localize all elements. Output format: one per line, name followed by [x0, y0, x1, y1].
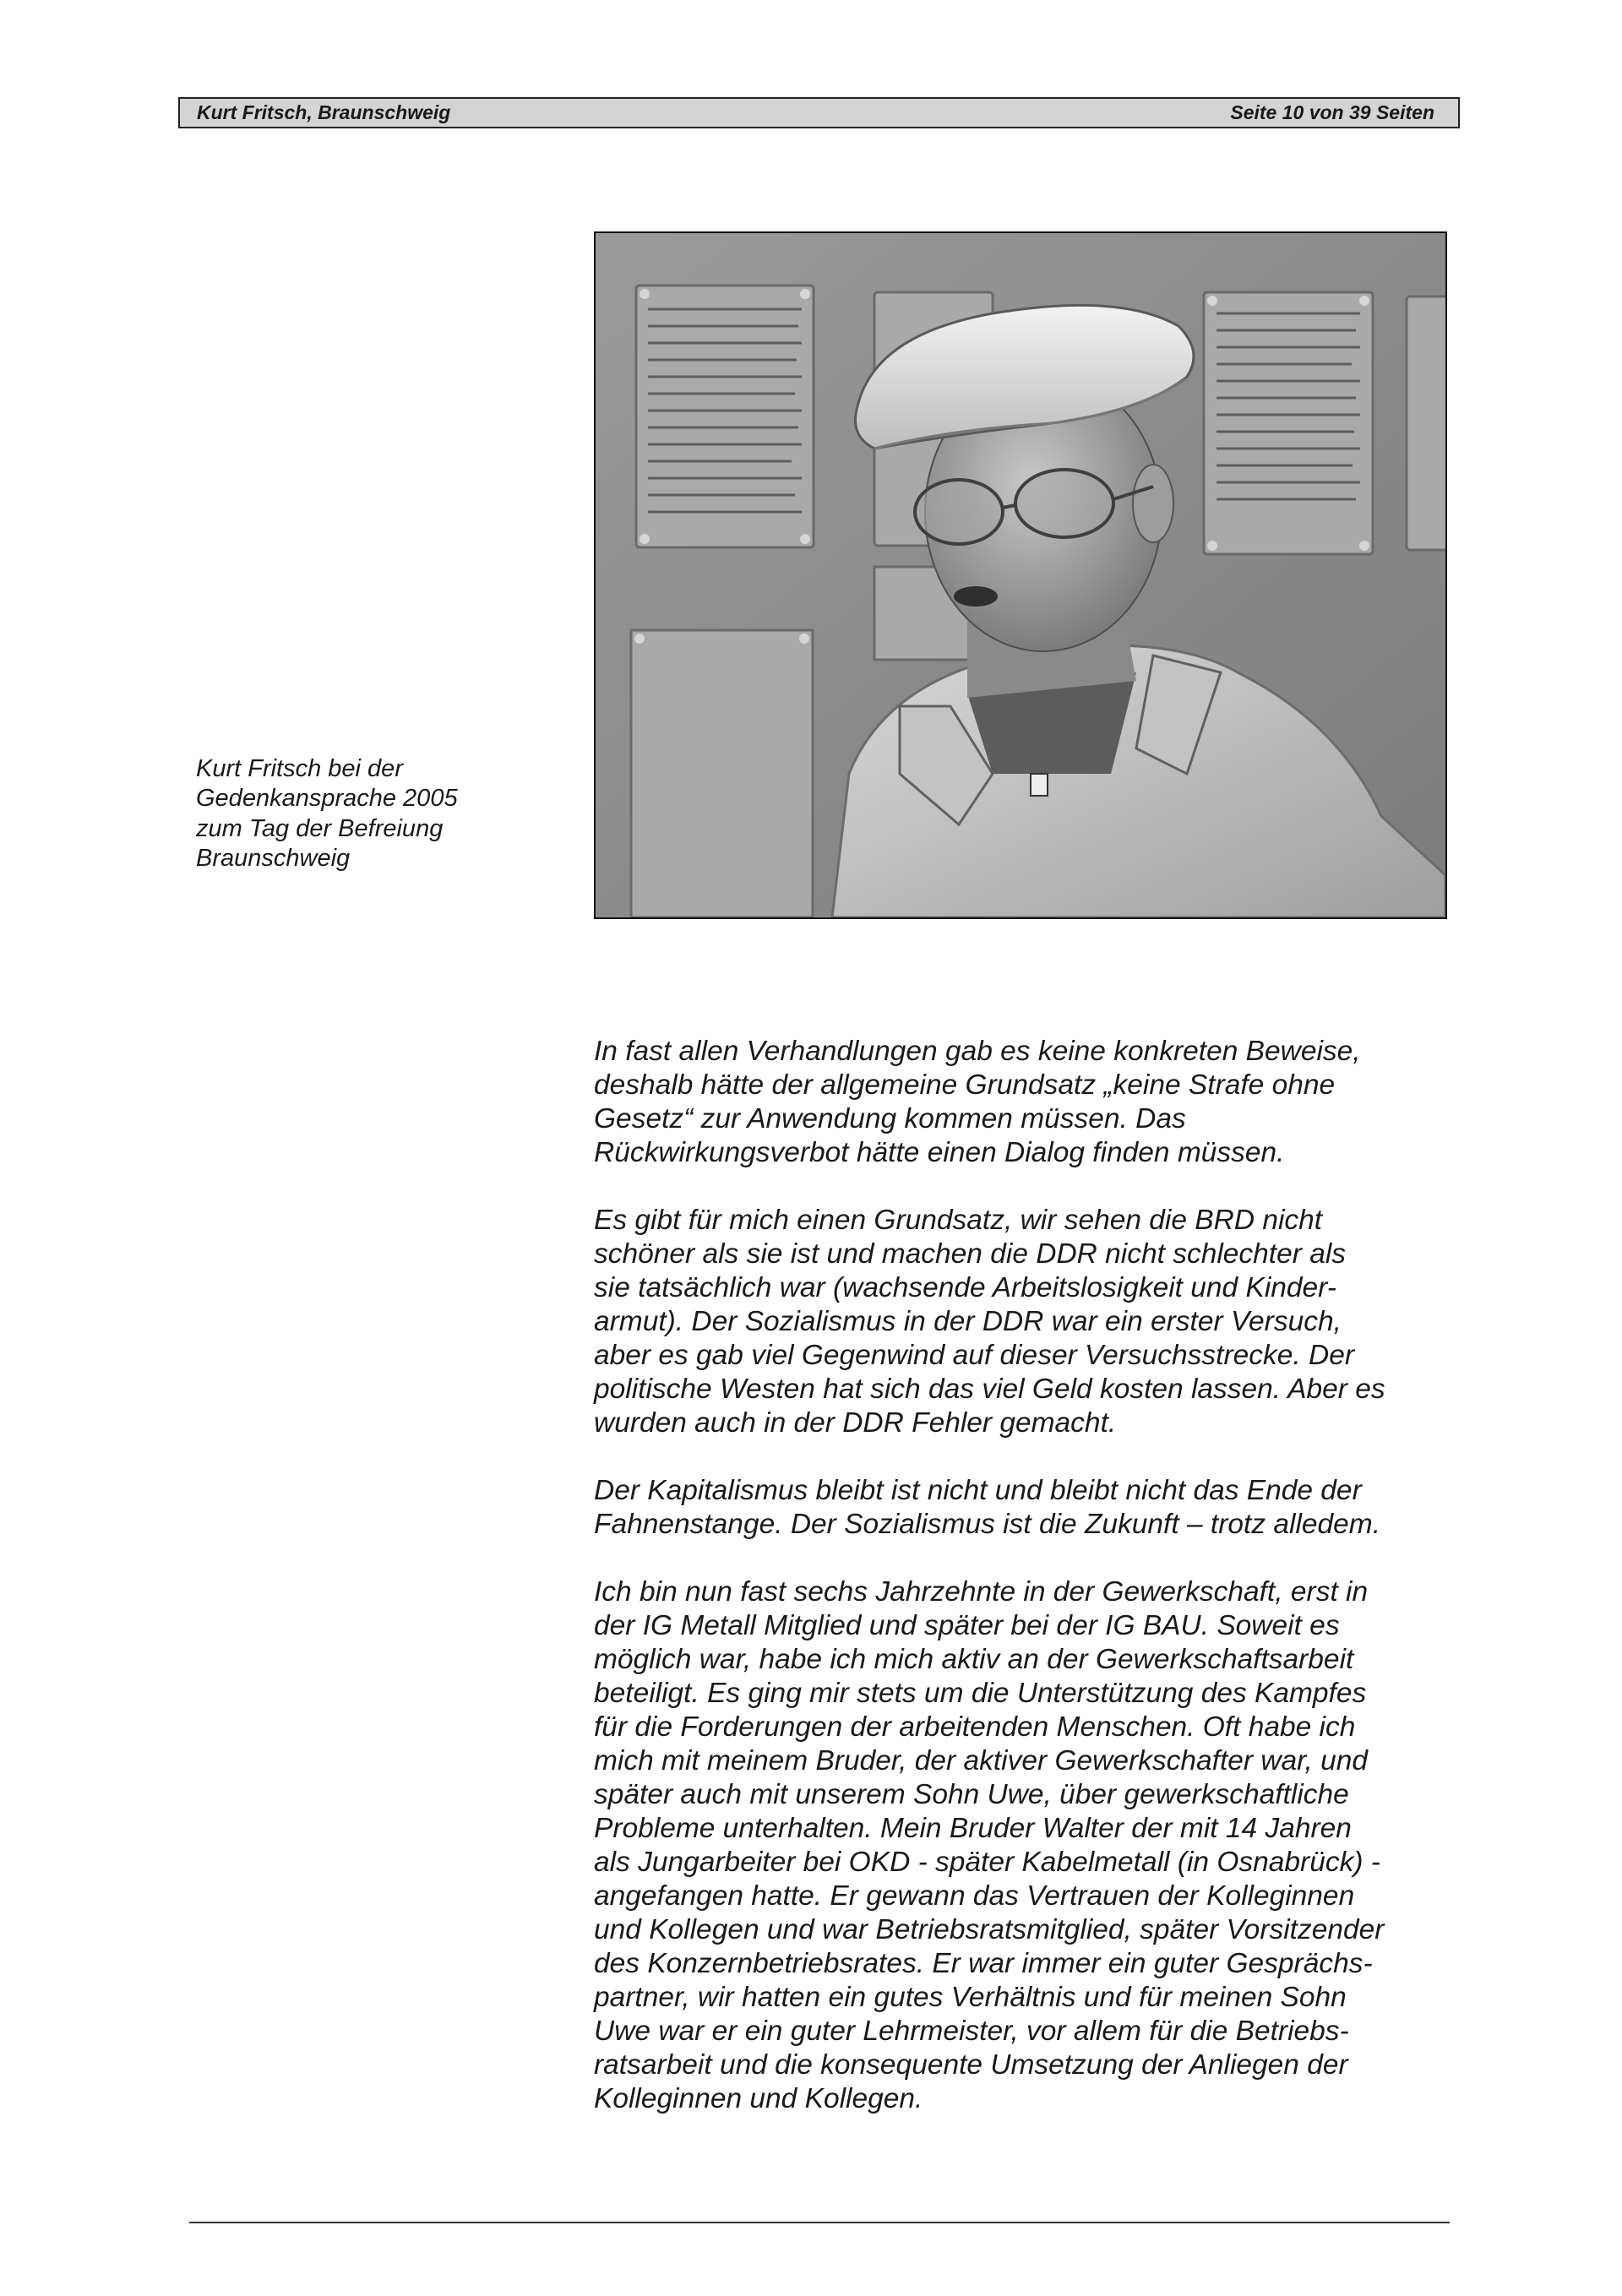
paragraph — [594, 1575, 1456, 2116]
text-line: aber es gab viel Gegenwind auf dieser Versuchsstrecke. Der — [594, 1340, 1355, 1371]
text-line: Gesetz“ zur Anwendung kommen müssen. Das — [594, 1103, 1186, 1134]
portrait-photo — [594, 231, 1447, 919]
text-line: deshalb hätte der allgemeine Grundsatz „keine Strafe ohne — [594, 1069, 1336, 1101]
text-line: Ich bin nun fast sechs Jahrzehnte in der Gewerkschaft, erst in — [594, 1576, 1369, 1608]
text-line: ratsarbeit und die konsequente Umsetzung der Anliegen der — [594, 2049, 1348, 2081]
text-line: als Jungarbeiter bei OKD - später Kabelmetall (in Osnabrück) - — [594, 1847, 1380, 1878]
text-line: armut). Der Sozialismus in der DDR war ein erster Versuch, — [594, 1306, 1342, 1337]
header-author: Kurt Fritsch, Braunschweig — [197, 101, 451, 123]
text-line: In fast allen Verhandlungen gab es keine konkreten Beweise, — [594, 1036, 1361, 1067]
text-line: und Kollegen und war Betriebsratsmitglied, später Vorsitzender — [594, 1914, 1385, 1945]
text-line: partner, wir hatten ein gutes Verhältnis und für meinen Sohn — [594, 1982, 1347, 2013]
text-line: Der Kapitalismus bleibt ist nicht und bleibt nicht das Ende der — [594, 1475, 1362, 1506]
body-text — [594, 1035, 1456, 2150]
text-line: wurden auch in der DDR Fehler gemacht. — [594, 1407, 1117, 1439]
text-line: Uwe war er ein guter Lehrmeister, vor allem für die Betriebs- — [594, 2016, 1349, 2047]
text-line: Kolleginnen und Kollegen. — [594, 2083, 923, 2114]
page-header — [178, 97, 1460, 128]
caption-line: Gedenkansprache 2005 — [196, 785, 458, 813]
text-line: Es gibt für mich einen Grundsatz, wir sehen die BRD nicht — [594, 1205, 1323, 1236]
paragraph — [594, 1204, 1456, 1440]
text-line: Rückwirkungsverbot hätte einen Dialog finden müssen. — [594, 1137, 1285, 1168]
text-line: später auch mit unserem Sohn Uwe, über gewerkschaftliche — [594, 1779, 1349, 1810]
text-line: angefangen hatte. Er gewann das Vertrauen der Kolleginnen — [594, 1880, 1355, 1912]
photo-caption — [196, 754, 534, 874]
portrait-photo-drawing — [596, 233, 1445, 917]
text-line: schöner als sie ist und machen die DDR nicht schlechter als — [594, 1238, 1347, 1270]
paragraph — [594, 1035, 1456, 1170]
text-line: für die Forderungen der arbeitenden Menschen. Oft habe ich — [594, 1711, 1356, 1743]
caption-line: Kurt Fritsch bei der — [196, 755, 403, 782]
text-line: sie tatsächlich war (wachsende Arbeitslosigkeit und Kinder- — [594, 1272, 1336, 1303]
footer-divider — [189, 2222, 1450, 2223]
text-line: Fahnenstange. Der Sozialismus ist die Zukunft – trotz alledem. — [594, 1509, 1380, 1540]
caption-line: zum Tag der Befreiung — [196, 814, 444, 842]
text-line: der IG Metall Mitglied und später bei der IG BAU. Soweit es — [594, 1610, 1340, 1641]
text-line: politische Westen hat sich das viel Geld kosten lassen. Aber es — [594, 1374, 1385, 1405]
text-line: mich mit meinem Bruder, der aktiver Gewerkschafter war, und — [594, 1745, 1368, 1776]
paragraph — [594, 1474, 1456, 1542]
header-page-number: Seite 10 von 39 Seiten — [1230, 101, 1434, 123]
caption-line: Braunschweig — [196, 845, 351, 873]
text-line: Probleme unterhalten. Mein Bruder Walter der mit 14 Jahren — [594, 1813, 1352, 1844]
text-line: des Konzernbetriebsrates. Er war immer ein guter Gesprächs- — [594, 1948, 1373, 1979]
text-line: möglich war, habe ich mich aktiv an der Gewerkschaftsarbeit — [594, 1644, 1354, 1675]
text-line: beteiligt. Es ging mir stets um die Unterstützung des Kampfes — [594, 1678, 1367, 1709]
